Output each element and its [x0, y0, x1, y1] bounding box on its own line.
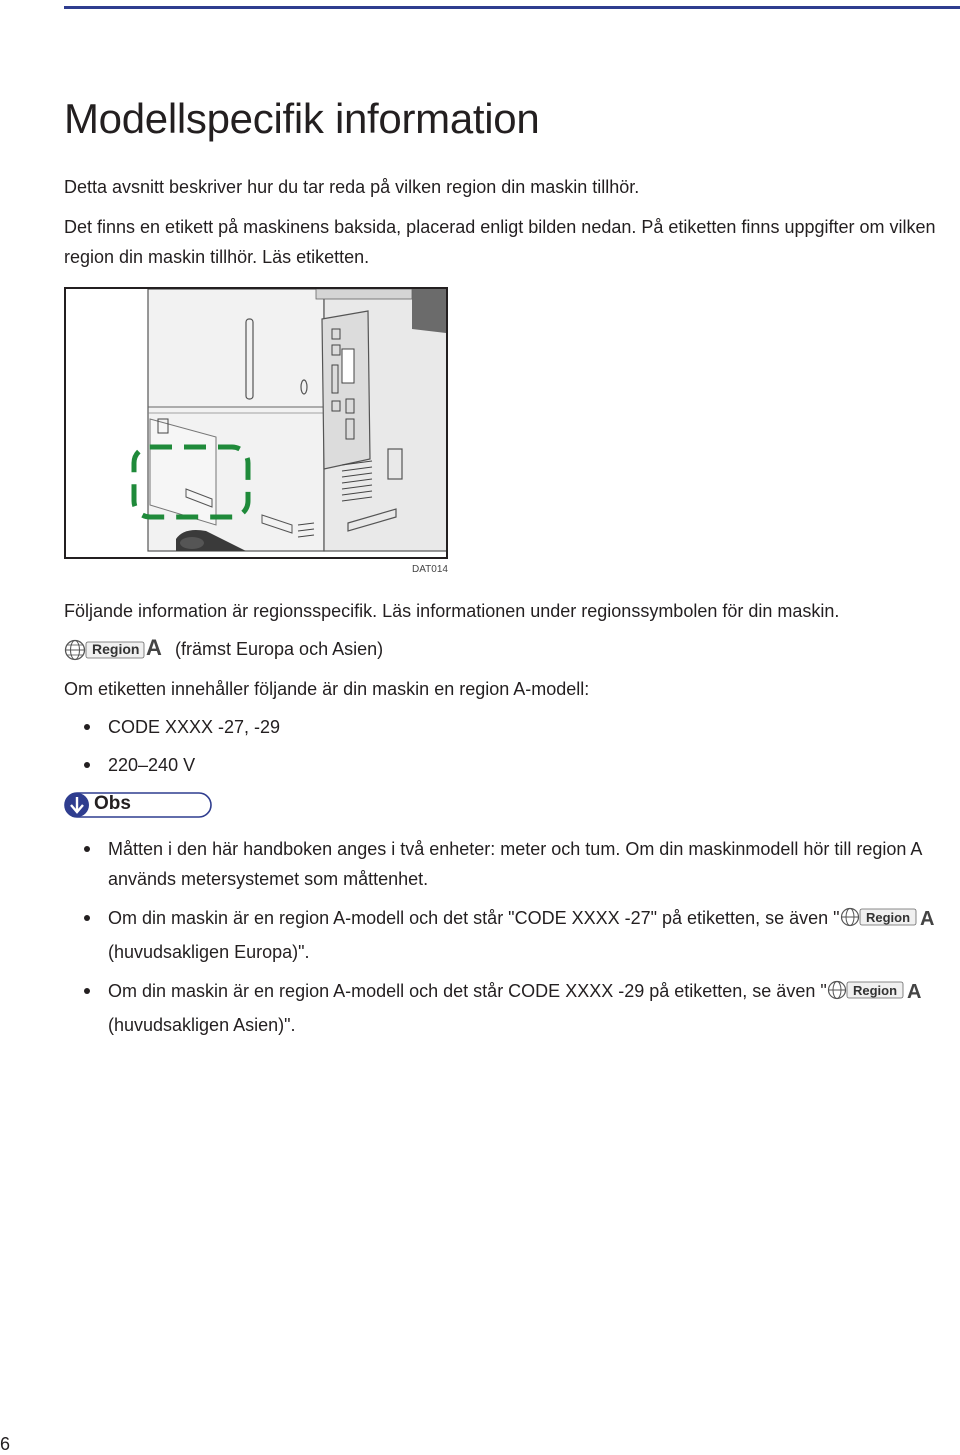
machine-rear-illustration: [64, 287, 448, 559]
obs-frame: [64, 792, 212, 818]
obs-notes-list: [64, 834, 944, 1049]
region-badge-label: Region: [92, 641, 140, 657]
list-item: 220–240 V: [64, 750, 280, 780]
note-text: (huvudsakligen Europa)".: [108, 942, 310, 962]
list-item: [64, 903, 944, 967]
svg-text:A: A: [919, 908, 934, 928]
region-a-badge: [827, 979, 925, 1010]
region-a-heading-text: (främst Europa och Asien): [175, 639, 384, 659]
region-a-list: [64, 712, 280, 780]
svg-text:Region: Region: [852, 983, 897, 998]
page-number: 6: [0, 1434, 11, 1454]
machine-drawing: [66, 289, 446, 557]
top-rule: [64, 6, 960, 9]
svg-text:A: A: [906, 981, 922, 1001]
page-title: Modellspecifik information: [64, 95, 540, 142]
list-item: [64, 976, 944, 1040]
region-a-badge: [840, 906, 938, 937]
list-item: Måtten i den här handboken anges i två enheter: meter och tum. Om din maskinmodell hör till region A används metersystemet som måttenhet.: [64, 834, 944, 894]
note-text: (huvudsakligen Asien)".: [108, 1015, 296, 1035]
obs-label: Obs: [94, 793, 131, 814]
intro-paragraph-1: Detta avsnitt beskriver hur du tar reda på vilken region din maskin tillhör.: [64, 177, 640, 197]
svg-text:Region: Region: [865, 910, 910, 925]
figure-code: DAT014: [412, 564, 448, 575]
region-badge-letter: A: [146, 635, 162, 660]
obs-header: [64, 792, 212, 818]
list-item: CODE XXXX -27, -29: [64, 712, 280, 742]
intro-paragraph-2: Det finns en etikett på maskinens baksida, placerad enligt bilden nedan. På etiketten finns uppgifter om vilken region din maskin tillhör. Läs etiketten.: [64, 217, 936, 267]
region-info-paragraph: Följande information är regionsspecifik. Läs informationen under regionssymbolen för din maskin.: [64, 601, 840, 621]
note-text: Om din maskin är en region A-modell och det står "CODE XXXX -27" på etiketten, se även ": [108, 908, 840, 928]
note-text: Om din maskin är en region A-modell och det står CODE XXXX -29 på etiketten, se även ": [108, 981, 827, 1001]
region-a-heading: [64, 634, 944, 664]
region-a-intro: Om etiketten innehåller följande är din maskin en region A-modell:: [64, 679, 590, 699]
